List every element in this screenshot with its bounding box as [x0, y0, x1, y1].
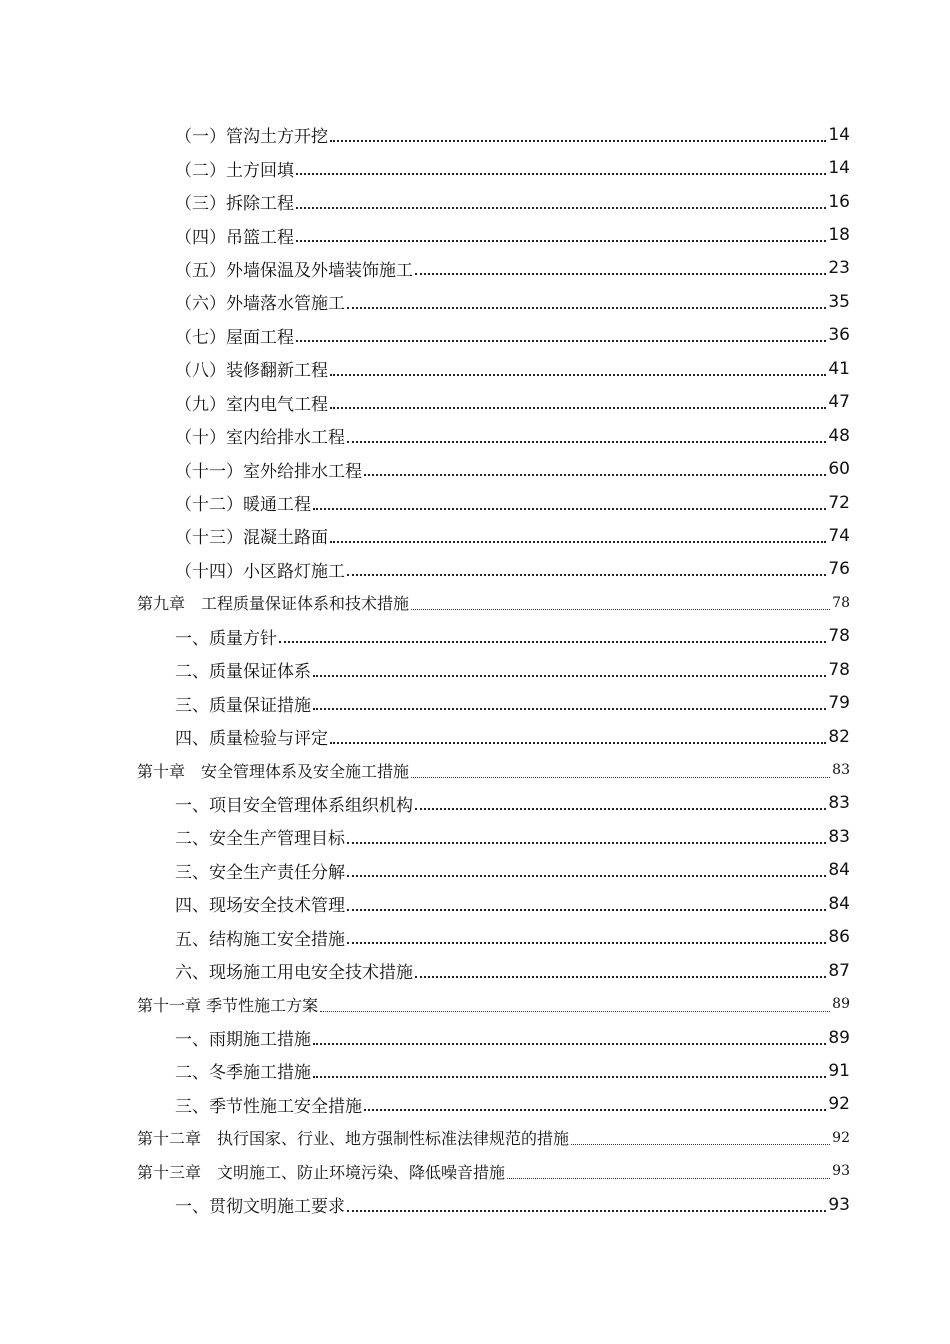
toc-entry-title: （八）装修翻新工程 — [175, 361, 328, 382]
toc-dot-leader — [330, 541, 826, 543]
toc-dot-leader — [313, 1076, 826, 1078]
toc-section-entry[interactable] — [0, 519, 950, 552]
toc-entry-page-number: 89 — [832, 996, 850, 1013]
toc-entry-title: 第十章 安全管理体系及安全施工措施 — [137, 761, 410, 781]
toc-section-entry[interactable] — [0, 218, 950, 251]
toc-entry-page-number: 83 — [828, 826, 850, 847]
toc-entry-title: （十）室内给排水工程 — [175, 428, 345, 449]
toc-entry-title: 三、安全生产责任分解 — [175, 862, 345, 883]
toc-dot-leader — [313, 1043, 826, 1045]
toc-dot-leader — [347, 307, 826, 309]
toc-entry-title: 三、质量保证措施 — [175, 695, 311, 716]
toc-entry-page-number: 72 — [828, 492, 850, 513]
table-of-contents — [0, 118, 950, 1221]
toc-dot-leader — [296, 173, 826, 175]
toc-entry-page-number: 91 — [828, 1060, 850, 1081]
toc-dot-leader — [347, 909, 826, 911]
toc-dot-leader — [347, 942, 826, 944]
toc-entry-title: 第十一章 季节性施工方案 — [137, 995, 319, 1015]
toc-dot-leader — [415, 808, 826, 810]
toc-section-entry[interactable] — [0, 419, 950, 452]
toc-entry-page-number: 16 — [828, 191, 850, 212]
toc-section-entry[interactable] — [0, 921, 950, 954]
toc-entry-title: 四、质量检验与评定 — [175, 729, 328, 750]
toc-entry-page-number: 83 — [832, 762, 850, 779]
toc-section-entry[interactable] — [0, 820, 950, 853]
toc-chapter-entry[interactable] — [0, 1121, 950, 1154]
toc-section-entry[interactable] — [0, 653, 950, 686]
toc-dot-leader — [411, 777, 830, 778]
toc-entry-page-number: 23 — [828, 258, 850, 279]
toc-entry-title: 四、现场安全技术管理 — [175, 896, 345, 917]
toc-section-entry[interactable] — [0, 620, 950, 653]
toc-entry-title: 一、项目安全管理体系组织机构 — [175, 795, 413, 816]
toc-section-entry[interactable] — [0, 1054, 950, 1087]
toc-chapter-entry[interactable] — [0, 586, 950, 619]
toc-entry-title: （一）管沟土方开挖 — [175, 127, 328, 148]
toc-section-entry[interactable] — [0, 352, 950, 385]
toc-dot-leader — [296, 240, 826, 242]
toc-dot-leader — [313, 508, 826, 510]
toc-entry-title: 第十三章 文明施工、防止环境污染、降低噪音措施 — [137, 1162, 506, 1182]
toc-entry-page-number: 14 — [828, 158, 850, 179]
toc-dot-leader — [296, 207, 826, 209]
toc-section-entry[interactable] — [0, 452, 950, 485]
toc-entry-page-number: 89 — [828, 1027, 850, 1048]
toc-dot-leader — [330, 374, 826, 376]
toc-entry-page-number: 48 — [828, 425, 850, 446]
toc-entry-title: 六、现场施工用电安全技术措施 — [175, 963, 413, 984]
toc-dot-leader — [364, 474, 826, 476]
toc-section-entry[interactable] — [0, 185, 950, 218]
toc-entry-title: 一、质量方针 — [175, 628, 277, 649]
toc-dot-leader — [296, 340, 826, 342]
toc-entry-page-number: 14 — [828, 124, 850, 145]
toc-entry-title: （六）外墙落水管施工 — [175, 294, 345, 315]
toc-dot-leader — [415, 976, 826, 978]
toc-section-entry[interactable] — [0, 553, 950, 586]
toc-entry-page-number: 86 — [828, 927, 850, 948]
toc-dot-leader — [330, 140, 826, 142]
toc-dot-leader — [364, 1109, 826, 1111]
toc-chapter-entry[interactable] — [0, 753, 950, 786]
toc-entry-title: （十三）混凝土路面 — [175, 528, 328, 549]
toc-entry-page-number: 82 — [828, 726, 850, 747]
toc-entry-page-number: 79 — [828, 693, 850, 714]
toc-section-entry[interactable] — [0, 386, 950, 419]
toc-dot-leader — [320, 1011, 830, 1012]
toc-entry-title: （十四）小区路灯施工 — [175, 561, 345, 582]
toc-entry-page-number: 87 — [828, 960, 850, 981]
toc-entry-page-number: 92 — [832, 1129, 850, 1146]
toc-section-entry[interactable] — [0, 118, 950, 151]
toc-entry-page-number: 36 — [828, 325, 850, 346]
toc-entry-title: 二、质量保证体系 — [175, 662, 311, 683]
toc-entry-page-number: 93 — [832, 1163, 850, 1180]
toc-section-entry[interactable] — [0, 486, 950, 519]
toc-dot-leader — [279, 641, 826, 643]
toc-chapter-entry[interactable] — [0, 987, 950, 1020]
toc-entry-page-number: 35 — [828, 291, 850, 312]
toc-entry-page-number: 78 — [828, 659, 850, 680]
toc-dot-leader — [347, 441, 826, 443]
toc-entry-title: 一、贯彻文明施工要求 — [175, 1197, 345, 1218]
toc-dot-leader — [330, 407, 826, 409]
toc-entry-title: 三、季节性施工安全措施 — [175, 1096, 362, 1117]
toc-entry-page-number: 92 — [828, 1094, 850, 1115]
toc-entry-title: （五）外墙保温及外墙装饰施工 — [175, 260, 413, 281]
toc-section-entry[interactable] — [0, 1088, 950, 1121]
toc-section-entry[interactable] — [0, 151, 950, 184]
toc-entry-page-number: 83 — [828, 793, 850, 814]
toc-dot-leader — [347, 1210, 826, 1212]
toc-entry-title: （十二）暖通工程 — [175, 495, 311, 516]
toc-entry-title: 第九章 工程质量保证体系和技术措施 — [137, 594, 410, 614]
toc-section-entry[interactable] — [0, 686, 950, 719]
toc-entry-page-number: 60 — [828, 459, 850, 480]
toc-entry-page-number: 74 — [828, 525, 850, 546]
toc-entry-title: 一、雨期施工措施 — [175, 1030, 311, 1051]
toc-dot-leader — [313, 675, 826, 677]
toc-entry-title: 二、安全生产管理目标 — [175, 829, 345, 850]
toc-section-entry[interactable] — [0, 887, 950, 920]
toc-entry-title: （三）拆除工程 — [175, 194, 294, 215]
toc-dot-leader — [347, 875, 826, 877]
toc-section-entry[interactable] — [0, 1188, 950, 1221]
toc-section-entry[interactable] — [0, 319, 950, 352]
toc-dot-leader — [347, 842, 826, 844]
toc-entry-title: （二）土方回填 — [175, 160, 294, 181]
toc-entry-page-number: 18 — [828, 225, 850, 246]
toc-dot-leader — [411, 609, 830, 610]
toc-section-entry[interactable] — [0, 954, 950, 987]
toc-entry-title: （四）吊篮工程 — [175, 227, 294, 248]
toc-dot-leader — [571, 1144, 830, 1145]
toc-section-entry[interactable] — [0, 252, 950, 285]
toc-entry-page-number: 78 — [828, 626, 850, 647]
toc-section-entry[interactable] — [0, 1021, 950, 1054]
toc-dot-leader — [507, 1178, 830, 1179]
toc-entry-page-number: 47 — [828, 392, 850, 413]
toc-entry-title: （十一）室外给排水工程 — [175, 461, 362, 482]
toc-entry-page-number: 78 — [832, 594, 850, 611]
toc-entry-title: 二、冬季施工措施 — [175, 1063, 311, 1084]
toc-entry-title: （七）屋面工程 — [175, 327, 294, 348]
toc-entry-page-number: 76 — [828, 559, 850, 580]
toc-entry-page-number: 84 — [828, 893, 850, 914]
toc-dot-leader — [415, 273, 826, 275]
toc-entry-title: 第十二章 执行国家、行业、地方强制性标准法律规范的措施 — [137, 1129, 570, 1149]
toc-entry-title: （九）室内电气工程 — [175, 394, 328, 415]
toc-section-entry[interactable] — [0, 285, 950, 318]
toc-dot-leader — [313, 708, 826, 710]
toc-dot-leader — [347, 574, 826, 576]
toc-section-entry[interactable] — [0, 787, 950, 820]
toc-section-entry[interactable] — [0, 720, 950, 753]
toc-entry-title: 五、结构施工安全措施 — [175, 929, 345, 950]
toc-dot-leader — [330, 742, 826, 744]
toc-entry-page-number: 41 — [828, 358, 850, 379]
toc-section-entry[interactable] — [0, 854, 950, 887]
toc-entry-page-number: 84 — [828, 860, 850, 881]
toc-chapter-entry[interactable] — [0, 1155, 950, 1188]
toc-entry-page-number: 93 — [828, 1194, 850, 1215]
